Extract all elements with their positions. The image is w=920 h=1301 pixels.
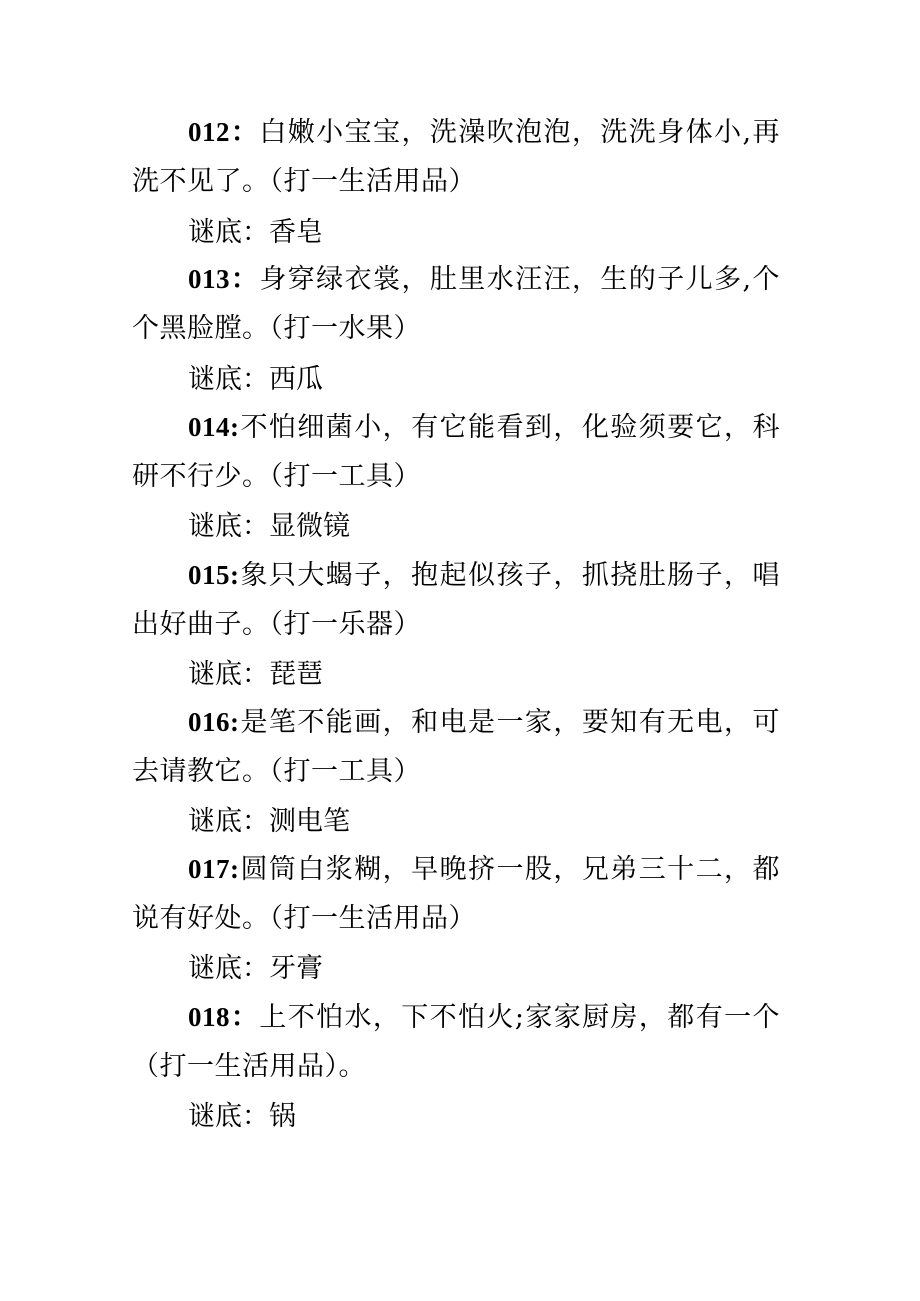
riddle-text: 不怕细菌小，有它能看到，化验须要它，科研不行少。（打一工具） <box>132 412 780 492</box>
answer-018 <box>188 1092 296 1141</box>
answer-label: 谜底： <box>188 806 269 837</box>
answer-016 <box>188 797 350 846</box>
riddle-number: 012： <box>188 117 260 147</box>
riddle-015 <box>132 551 780 649</box>
answer-017 <box>188 944 323 993</box>
answer-label: 谜底： <box>188 1101 269 1132</box>
answer-text: 琵琶 <box>269 659 323 690</box>
riddle-number: 013： <box>188 264 260 294</box>
answer-015 <box>188 650 323 699</box>
riddle-text: 上不怕水，下不怕火;家家厨房，都有一个（打一生活用品）。 <box>132 1002 780 1082</box>
riddle-014 <box>132 403 780 501</box>
answer-text: 牙膏 <box>269 953 323 984</box>
answer-label: 谜底： <box>188 953 269 984</box>
answer-label: 谜底： <box>188 659 269 690</box>
answer-text: 锅 <box>269 1101 296 1132</box>
riddle-text: 身穿绿衣裳，肚里水汪汪，生的子儿多,个个黑脸膛。（打一水果） <box>132 264 780 344</box>
riddle-013 <box>132 255 780 353</box>
riddle-number: 014: <box>188 412 240 442</box>
answer-012 <box>188 208 323 257</box>
riddle-text: 是笔不能画，和电是一家，要知有无电，可去请教它。（打一工具） <box>132 707 780 787</box>
answer-label: 谜底： <box>188 217 269 248</box>
riddle-text: 象只大蝎子，抱起似孩子，抓挠肚肠子，唱出好曲子。（打一乐器） <box>132 560 780 640</box>
answer-text: 西瓜 <box>269 364 323 395</box>
answer-014 <box>188 502 350 551</box>
riddle-text: 白嫩小宝宝，洗澡吹泡泡，洗洗身体小,再洗不见了。（打一生活用品） <box>132 117 780 197</box>
answer-text: 显微镜 <box>269 511 350 542</box>
answer-label: 谜底： <box>188 511 269 542</box>
riddle-text: 圆筒白浆糊，早晚挤一股，兄弟三十二，都说有好处。（打一生活用品） <box>132 854 780 934</box>
riddle-016 <box>132 698 780 796</box>
riddle-018 <box>132 993 780 1091</box>
answer-label: 谜底： <box>188 364 269 395</box>
answer-013 <box>188 355 323 404</box>
answer-text: 香皂 <box>269 217 323 248</box>
riddle-012 <box>132 108 780 206</box>
riddle-number: 016: <box>188 707 240 737</box>
riddle-number: 017: <box>188 854 240 884</box>
riddle-number: 015: <box>188 560 240 590</box>
riddle-number: 018： <box>188 1002 260 1032</box>
riddle-017 <box>132 845 780 943</box>
answer-text: 测电笔 <box>269 806 350 837</box>
